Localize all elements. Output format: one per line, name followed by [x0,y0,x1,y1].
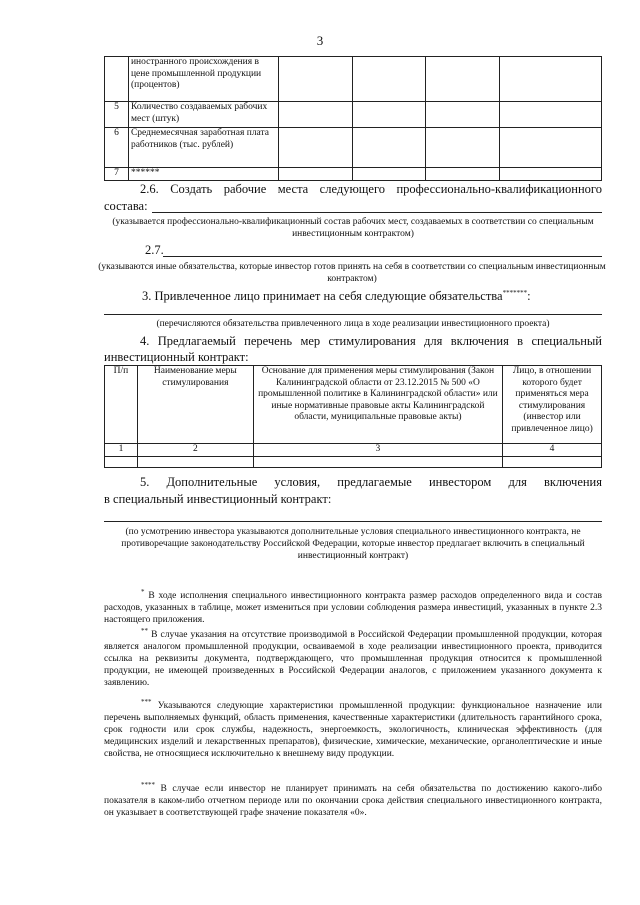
footnote-mark: *** [141,697,152,706]
clause-4-cont: инвестиционный контракт: [104,350,249,364]
clause-5-cont: в специальный инвестиционный контракт: [104,492,332,506]
column-header: Основание для применения меры стимулирования (Закон Калининградской области от 23.12.2015 № 500 «О промышленной политике в Калининградской области» или иные нормативные правовые акты Калининградской области, муниципальные правовые акты) [253,366,502,444]
row-number [105,57,129,102]
value-cell [426,128,500,168]
table-row [105,128,602,168]
value-cell [426,57,500,102]
column-header: П/п [105,366,138,444]
empty-cell [253,456,502,467]
footnote [104,626,603,689]
empty-cell [105,456,138,467]
caption-2-7: (указываются иные обязательства, которые инвестор готов принять на себя в соответствии со специальным инвестиционным контрактом) [98,262,606,284]
value-cell [278,168,352,181]
caption-3: (перечисляются обязательства привлеченного лица в ходе реализации инвестиционного проекта) [156,319,550,329]
caption-5: (по усмотрению инвестора указываются дополнительные условия специального инвестиционного контракта, не противоречащие законодательству Российской Федерации, которые инвестор предлагает включить в специальный инвестиционный контракт) [121,527,585,561]
clause-3: 3. Привлеченное лицо принимает на себя следующие обязательства*******: [142,288,531,303]
incentives-table [104,365,602,468]
column-number: 1 [105,444,138,457]
indicators-table [104,56,602,181]
footnote-text: В случае указания на отсутствие производимой в Российской Федерации промышленной продукции, которая является аналогом промышленной продукции, осваиваемой в ходе реализации инвестиционного проекта, приводится ссылка на реквизиты документа, подтверждающего, что промышленная продукция относится к промышленной продукции, не имеющей произведенных в Российской Федерации аналогов, с приложением указанного документа к заявлению. [104,630,603,688]
value-cell [352,102,426,128]
page-number: 3 [316,33,324,48]
value-cell [278,128,352,168]
row-label: ****** [128,168,278,181]
row-label: Количество создаваемых рабочих мест (штук) [128,102,278,128]
value-cell [500,102,602,128]
clause-3-text: 3. Привлеченное лицо принимает на себя следующие обязательства [142,289,503,303]
value-cell [278,57,352,102]
table-row [105,456,602,467]
row-number: 6 [105,128,129,168]
clause-4: 4. Предлагаемый перечень мер стимулирования для включения в специальный [140,334,602,348]
caption-2-6: (указывается профессионально-квалификационный состав рабочих мест, создаваемых в соответствии со специальным инвестиционным контрактом) [112,217,594,239]
footnote-mark: ******* [502,288,528,297]
column-number: 4 [503,444,602,457]
footnote-text: Указываются следующие характеристики промышленной продукции: функциональное назначение или перечень выполняемых функций, область применения, качественные характеристики (длительность гарантийного срока, срок годности или срок службы, надежность, энергоемкость, экологичность, клиническая эффективность (для медицинских изделий и лекарственных препаратов), физические, химические, механические, органолептические и иные свойства, не относящиеся исключительно к внешнему виду продукции. [104,701,602,759]
column-header: Наименование меры стимулирования [137,366,253,444]
clause-2-7: 2.7. [145,243,164,257]
clause-2-6: 2.6. Создать рабочие места следующего профессионально-квалификационного [140,182,602,196]
value-cell [352,128,426,168]
footnote-mark: **** [141,780,155,789]
column-header: Лицо, в отношении которого будет применяться мера стимулирования (инвестор или привлеченное лицо) [503,366,602,444]
clause-2-6-cont: состава: [104,199,148,213]
footnote-mark: * [141,587,145,596]
table-row [105,102,602,128]
table-row [105,444,602,457]
value-cell [426,168,500,181]
row-number: 7 [105,168,129,181]
footnote [104,587,603,626]
value-cell [426,102,500,128]
value-cell [500,128,602,168]
table-header-row [105,366,602,444]
row-label: Среднемесячная заработная плата работников (тыс. рублей) [128,128,278,168]
footnote-mark: ** [141,626,148,635]
row-label: иностранного происхождения в цене промышленной продукции (процентов) [128,57,278,102]
fill-line [104,521,602,522]
fill-line [152,212,602,213]
table-row [105,57,602,102]
value-cell [352,168,426,181]
column-number: 3 [253,444,502,457]
value-cell [352,57,426,102]
footnote [104,697,602,760]
clause-5: 5. Дополнительные условия, предлагаемые инвестором для включения [140,475,602,489]
row-number: 5 [105,102,129,128]
empty-cell [503,456,602,467]
value-cell [278,102,352,128]
value-cell [500,57,602,102]
footnote-text: В ходе исполнения специального инвестиционного контракта размер расходов определенного вида и состав расходов, указанных в таблице, может измениться при условии соблюдения размера инвестиций, указанных в пункте 2.3 настоящего приложения. [104,591,603,625]
footnote-text: В случае если инвестор не планирует принимать на себя обязательства по достижению какого-либо показателя в каком-либо отчетном периоде или по окончании срока действия специального инвестиционного контракта, он указывает в соответствующей графе значение показателя «0». [104,784,602,818]
fill-line [163,256,602,257]
footnote [104,780,602,819]
empty-cell [137,456,253,467]
table-row [105,168,602,181]
value-cell [500,168,602,181]
column-number: 2 [137,444,253,457]
fill-line [104,314,602,315]
